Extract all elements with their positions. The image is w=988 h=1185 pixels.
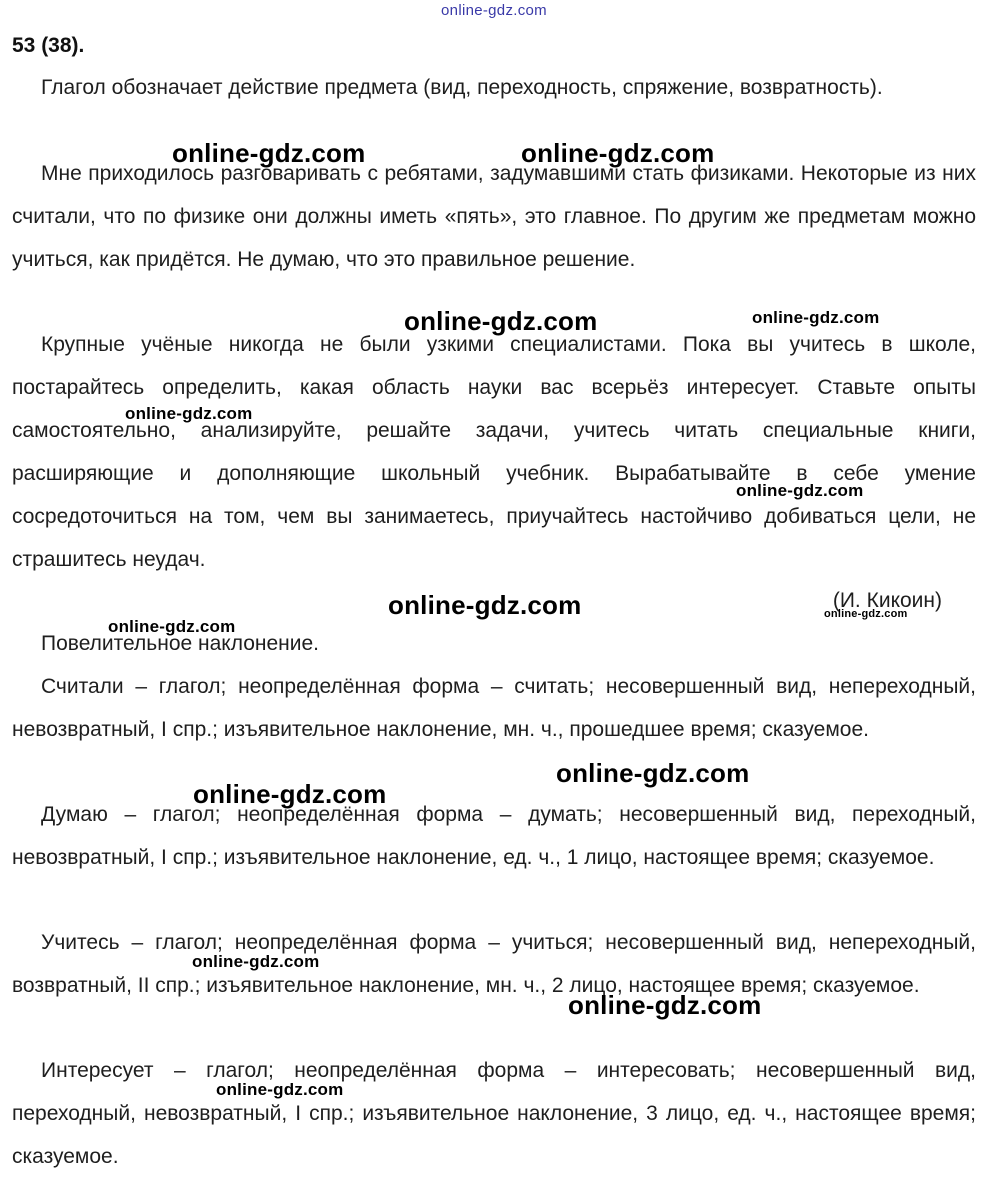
- paragraph-definition: Глагол обозначает действие предмета (вид, переходность, спряжение, возвратность).: [41, 76, 883, 99]
- watermark: online-gdz.com: [172, 138, 366, 168]
- watermark: online-gdz.com: [404, 306, 598, 336]
- parse-schitali: Считали – глагол; неопределённая форма – считать; несовершенный вид, непереходный, невозвратный, I спр.; изъявительное наклонение, мн. ч., прошедшее время; сказуемое.: [12, 675, 976, 741]
- top-watermark: online-gdz.com: [441, 2, 547, 19]
- author-attribution: (И. Кикоин): [832, 589, 942, 612]
- watermark: online-gdz.com: [556, 758, 750, 788]
- watermark: online-gdz.com: [824, 608, 908, 620]
- paragraph-text-2: Крупные учёные никогда не были узкими специалистами. Пока вы учитесь в школе, постарайтесь определить, какая область науки вас всерьёз интересует. Ставьте опыты самостоятельно, анализируйте, решайте задачи, учитесь читать специальные книги, расширяющие и дополняющие школьный учебник. Вырабатывайте в себе умение сосредоточиться на том, чем вы занимаетесь, приучайтесь настойчиво добиваться цели, не страшитесь неудач.: [12, 333, 976, 571]
- parse-uchites: Учитесь – глагол; неопределённая форма – учиться; несовершенный вид, непереходный, возвратный, II спр.; изъявительное наклонение, мн. ч., 2 лицо, настоящее время; сказуемое.: [12, 931, 976, 997]
- watermark: online-gdz.com: [125, 404, 253, 423]
- watermark: online-gdz.com: [108, 617, 236, 636]
- watermark: online-gdz.com: [388, 590, 582, 620]
- paragraph-text-1: Мне приходилось разговаривать с ребятами, задумавшими стать физиками. Некоторые из них считали, что по физике они должны иметь «пять», это главное. По другим же предметам можно учиться, как придётся. Не думаю, что это правильное решение.: [12, 162, 976, 271]
- parse-dumayu: Думаю – глагол; неопределённая форма – думать; несовершенный вид, переходный, невозвратный, I спр.; изъявительное наклонение, ед. ч., 1 лицо, настоящее время; сказуемое.: [12, 803, 976, 869]
- watermark: online-gdz.com: [216, 1080, 344, 1099]
- watermark: online-gdz.com: [193, 779, 387, 809]
- watermark: online-gdz.com: [521, 138, 715, 168]
- watermark: online-gdz.com: [752, 308, 880, 327]
- paragraph-mood: Повелительное наклонение.: [41, 632, 319, 655]
- watermark: online-gdz.com: [736, 481, 864, 500]
- parse-interesuet: Интересует – глагол; неопределённая форма – интересовать; несовершенный вид, переходный, невозвратный, I спр.; изъявительное наклонение, 3 лицо, ед. ч., настоящее время; сказуемое.: [12, 1059, 976, 1168]
- exercise-number: 53 (38).: [12, 34, 85, 57]
- watermark: online-gdz.com: [568, 990, 762, 1020]
- watermark: online-gdz.com: [192, 952, 320, 971]
